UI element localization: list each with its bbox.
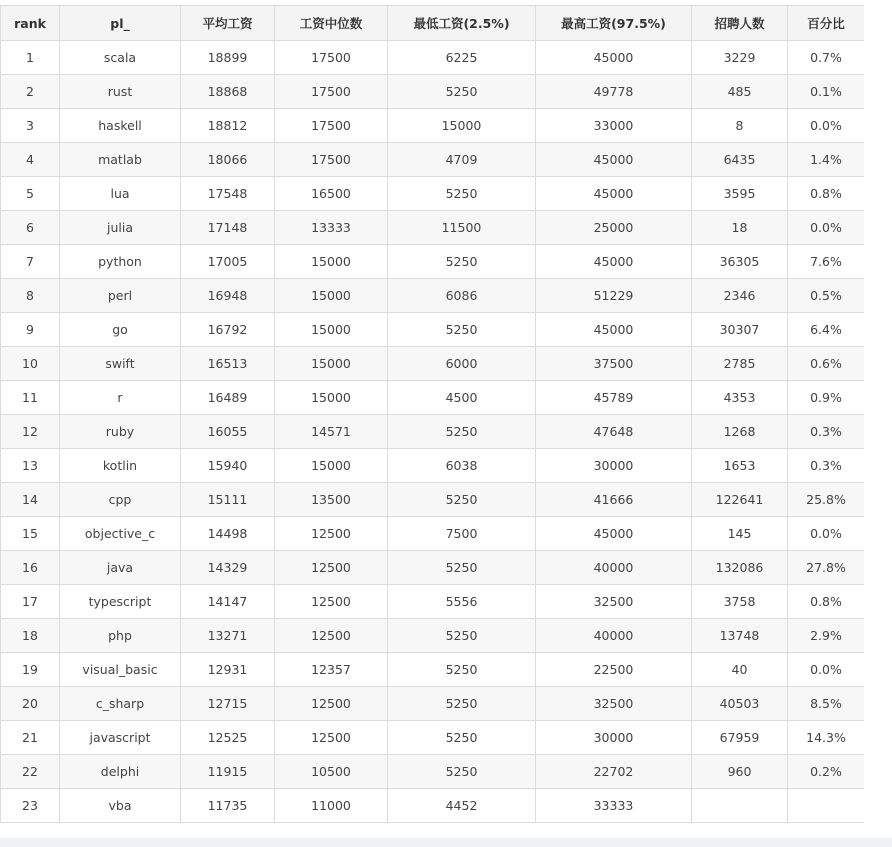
- cell-job-count: 40: [692, 653, 788, 687]
- cell-percentage: 14.3%: [788, 721, 865, 755]
- table-row: [1, 755, 865, 789]
- cell-percentage: 0.0%: [788, 211, 865, 245]
- cell-median-salary: 13500: [275, 483, 388, 517]
- cell-language: swift: [60, 347, 181, 381]
- cell-average-salary: 14498: [181, 517, 275, 551]
- cell-percentage: 7.6%: [788, 245, 865, 279]
- cell-average-salary: 16489: [181, 381, 275, 415]
- cell-average-salary: 18899: [181, 41, 275, 75]
- cell-max-salary: 32500: [536, 585, 692, 619]
- cell-min-salary: 5556: [388, 585, 536, 619]
- cell-min-salary: 5250: [388, 721, 536, 755]
- cell-median-salary: 15000: [275, 449, 388, 483]
- cell-percentage: 8.5%: [788, 687, 865, 721]
- cell-min-salary: 6225: [388, 41, 536, 75]
- cell-job-count: 485: [692, 75, 788, 109]
- cell-min-salary: 5250: [388, 653, 536, 687]
- cell-min-salary: 15000: [388, 109, 536, 143]
- cell-language: c_sharp: [60, 687, 181, 721]
- cell-average-salary: 11915: [181, 755, 275, 789]
- cell-rank: 23: [1, 789, 60, 823]
- table-row: [1, 75, 865, 109]
- cell-rank: 3: [1, 109, 60, 143]
- cell-language: perl: [60, 279, 181, 313]
- cell-average-salary: 12931: [181, 653, 275, 687]
- cell-language: matlab: [60, 143, 181, 177]
- cell-rank: 1: [1, 41, 60, 75]
- cell-median-salary: 15000: [275, 245, 388, 279]
- cell-max-salary: 45000: [536, 313, 692, 347]
- cell-min-salary: 4709: [388, 143, 536, 177]
- cell-language: rust: [60, 75, 181, 109]
- cell-rank: 7: [1, 245, 60, 279]
- cell-percentage: 0.1%: [788, 75, 865, 109]
- cell-average-salary: 17548: [181, 177, 275, 211]
- cell-percentage: 0.9%: [788, 381, 865, 415]
- cell-median-salary: 15000: [275, 381, 388, 415]
- cell-average-salary: 17005: [181, 245, 275, 279]
- cell-job-count: 30307: [692, 313, 788, 347]
- cell-rank: 11: [1, 381, 60, 415]
- cell-rank: 6: [1, 211, 60, 245]
- cell-max-salary: 45000: [536, 143, 692, 177]
- table-row: [1, 517, 865, 551]
- cell-min-salary: 5250: [388, 755, 536, 789]
- cell-job-count: 1268: [692, 415, 788, 449]
- cell-min-salary: 6086: [388, 279, 536, 313]
- cell-min-salary: 5250: [388, 551, 536, 585]
- cell-percentage: 0.7%: [788, 41, 865, 75]
- cell-average-salary: 14147: [181, 585, 275, 619]
- cell-min-salary: 5250: [388, 245, 536, 279]
- cell-median-salary: 15000: [275, 313, 388, 347]
- cell-median-salary: 15000: [275, 347, 388, 381]
- cell-job-count: 2346: [692, 279, 788, 313]
- cell-average-salary: 16513: [181, 347, 275, 381]
- cell-rank: 20: [1, 687, 60, 721]
- cell-rank: 14: [1, 483, 60, 517]
- cell-language: kotlin: [60, 449, 181, 483]
- cell-language: vba: [60, 789, 181, 823]
- cell-language: visual_basic: [60, 653, 181, 687]
- cell-percentage: 0.0%: [788, 109, 865, 143]
- cell-job-count: 3229: [692, 41, 788, 75]
- cell-max-salary: 22702: [536, 755, 692, 789]
- table-body: [1, 41, 865, 823]
- cell-max-salary: 30000: [536, 449, 692, 483]
- cell-language: scala: [60, 41, 181, 75]
- cell-percentage: 0.3%: [788, 415, 865, 449]
- cell-job-count: 67959: [692, 721, 788, 755]
- table-row: [1, 789, 865, 823]
- cell-rank: 2: [1, 75, 60, 109]
- table-row: [1, 245, 865, 279]
- cell-language: go: [60, 313, 181, 347]
- cell-language: php: [60, 619, 181, 653]
- cell-average-salary: 16792: [181, 313, 275, 347]
- cell-job-count: 6435: [692, 143, 788, 177]
- cell-language: typescript: [60, 585, 181, 619]
- cell-rank: 21: [1, 721, 60, 755]
- cell-language: julia: [60, 211, 181, 245]
- cell-max-salary: 47648: [536, 415, 692, 449]
- cell-job-count: 3758: [692, 585, 788, 619]
- cell-rank: 19: [1, 653, 60, 687]
- cell-min-salary: 5250: [388, 415, 536, 449]
- cell-job-count: 18: [692, 211, 788, 245]
- cell-percentage: 0.8%: [788, 585, 865, 619]
- header-median-salary: 工资中位数: [275, 6, 388, 41]
- cell-percentage: 0.6%: [788, 347, 865, 381]
- cell-job-count: 132086: [692, 551, 788, 585]
- cell-average-salary: 11735: [181, 789, 275, 823]
- table-row: [1, 211, 865, 245]
- header-max-salary: 最高工资(97.5%): [536, 6, 692, 41]
- cell-percentage: [788, 789, 865, 823]
- table-row: [1, 143, 865, 177]
- cell-median-salary: 17500: [275, 75, 388, 109]
- cell-median-salary: 16500: [275, 177, 388, 211]
- cell-max-salary: 45000: [536, 177, 692, 211]
- header-rank: rank: [1, 6, 60, 41]
- cell-rank: 5: [1, 177, 60, 211]
- cell-max-salary: 40000: [536, 551, 692, 585]
- cell-language: delphi: [60, 755, 181, 789]
- cell-median-salary: 14571: [275, 415, 388, 449]
- table-row: [1, 177, 865, 211]
- cell-job-count: 145: [692, 517, 788, 551]
- cell-max-salary: 51229: [536, 279, 692, 313]
- cell-job-count: 36305: [692, 245, 788, 279]
- cell-job-count: 40503: [692, 687, 788, 721]
- table-row: [1, 551, 865, 585]
- cell-max-salary: 45000: [536, 517, 692, 551]
- cell-language: lua: [60, 177, 181, 211]
- cell-median-salary: 12500: [275, 687, 388, 721]
- cell-language: cpp: [60, 483, 181, 517]
- table-row: [1, 585, 865, 619]
- table-header: [1, 6, 865, 41]
- cell-percentage: 0.5%: [788, 279, 865, 313]
- cell-max-salary: 45000: [536, 245, 692, 279]
- cell-median-salary: 12500: [275, 721, 388, 755]
- cell-median-salary: 12500: [275, 585, 388, 619]
- cell-job-count: 8: [692, 109, 788, 143]
- page-margin: [864, 0, 892, 838]
- cell-rank: 10: [1, 347, 60, 381]
- table-row: [1, 721, 865, 755]
- table-row: [1, 449, 865, 483]
- cell-average-salary: 16055: [181, 415, 275, 449]
- cell-percentage: 0.8%: [788, 177, 865, 211]
- cell-median-salary: 17500: [275, 143, 388, 177]
- cell-min-salary: 5250: [388, 483, 536, 517]
- cell-rank: 13: [1, 449, 60, 483]
- cell-average-salary: 18066: [181, 143, 275, 177]
- cell-min-salary: 5250: [388, 177, 536, 211]
- cell-min-salary: 7500: [388, 517, 536, 551]
- cell-average-salary: 18868: [181, 75, 275, 109]
- table-row: [1, 41, 865, 75]
- cell-max-salary: 33000: [536, 109, 692, 143]
- cell-average-salary: 16948: [181, 279, 275, 313]
- cell-language: haskell: [60, 109, 181, 143]
- cell-max-salary: 30000: [536, 721, 692, 755]
- table-row: [1, 415, 865, 449]
- cell-median-salary: 17500: [275, 109, 388, 143]
- cell-language: r: [60, 381, 181, 415]
- cell-min-salary: 5250: [388, 313, 536, 347]
- table-row: [1, 687, 865, 721]
- cell-rank: 12: [1, 415, 60, 449]
- cell-average-salary: 15940: [181, 449, 275, 483]
- cell-rank: 9: [1, 313, 60, 347]
- cell-language: objective_c: [60, 517, 181, 551]
- cell-percentage: 0.3%: [788, 449, 865, 483]
- cell-max-salary: 37500: [536, 347, 692, 381]
- table-row: [1, 381, 865, 415]
- header-average-salary: 平均工资: [181, 6, 275, 41]
- cell-rank: 22: [1, 755, 60, 789]
- cell-min-salary: 5250: [388, 619, 536, 653]
- salary-table: [0, 5, 865, 823]
- cell-min-salary: 4500: [388, 381, 536, 415]
- cell-max-salary: 40000: [536, 619, 692, 653]
- cell-min-salary: 11500: [388, 211, 536, 245]
- cell-job-count: 122641: [692, 483, 788, 517]
- cell-rank: 18: [1, 619, 60, 653]
- cell-percentage: 2.9%: [788, 619, 865, 653]
- cell-min-salary: 4452: [388, 789, 536, 823]
- cell-median-salary: 12500: [275, 619, 388, 653]
- cell-median-salary: 13333: [275, 211, 388, 245]
- cell-rank: 8: [1, 279, 60, 313]
- table-row: [1, 109, 865, 143]
- cell-max-salary: 41666: [536, 483, 692, 517]
- table-row: [1, 653, 865, 687]
- header-row: [1, 6, 865, 41]
- cell-rank: 15: [1, 517, 60, 551]
- table-row: [1, 619, 865, 653]
- header-min-salary: 最低工资(2.5%): [388, 6, 536, 41]
- cell-rank: 17: [1, 585, 60, 619]
- cell-median-salary: 10500: [275, 755, 388, 789]
- cell-min-salary: 5250: [388, 687, 536, 721]
- cell-language: javascript: [60, 721, 181, 755]
- cell-percentage: 6.4%: [788, 313, 865, 347]
- table-row: [1, 279, 865, 313]
- cell-max-salary: 25000: [536, 211, 692, 245]
- cell-median-salary: 11000: [275, 789, 388, 823]
- cell-average-salary: 14329: [181, 551, 275, 585]
- cell-average-salary: 15111: [181, 483, 275, 517]
- cell-median-salary: 17500: [275, 41, 388, 75]
- cell-median-salary: 12357: [275, 653, 388, 687]
- header-job-count: 招聘人数: [692, 6, 788, 41]
- cell-average-salary: 17148: [181, 211, 275, 245]
- cell-average-salary: 13271: [181, 619, 275, 653]
- cell-percentage: 0.0%: [788, 517, 865, 551]
- cell-job-count: 960: [692, 755, 788, 789]
- cell-max-salary: 45000: [536, 41, 692, 75]
- cell-average-salary: 12715: [181, 687, 275, 721]
- cell-language: java: [60, 551, 181, 585]
- cell-max-salary: 33333: [536, 789, 692, 823]
- cell-language: ruby: [60, 415, 181, 449]
- cell-max-salary: 32500: [536, 687, 692, 721]
- cell-average-salary: 12525: [181, 721, 275, 755]
- table-row: [1, 483, 865, 517]
- table-row: [1, 313, 865, 347]
- cell-median-salary: 12500: [275, 551, 388, 585]
- cell-percentage: 0.0%: [788, 653, 865, 687]
- cell-max-salary: 49778: [536, 75, 692, 109]
- cell-job-count: 13748: [692, 619, 788, 653]
- cell-rank: 16: [1, 551, 60, 585]
- header-percentage: 百分比: [788, 6, 865, 41]
- cell-average-salary: 18812: [181, 109, 275, 143]
- cell-job-count: 1653: [692, 449, 788, 483]
- cell-job-count: [692, 789, 788, 823]
- cell-median-salary: 15000: [275, 279, 388, 313]
- cell-percentage: 25.8%: [788, 483, 865, 517]
- cell-min-salary: 5250: [388, 75, 536, 109]
- cell-percentage: 27.8%: [788, 551, 865, 585]
- cell-job-count: 3595: [692, 177, 788, 211]
- cell-max-salary: 22500: [536, 653, 692, 687]
- table-row: [1, 347, 865, 381]
- cell-min-salary: 6038: [388, 449, 536, 483]
- cell-max-salary: 45789: [536, 381, 692, 415]
- cell-median-salary: 12500: [275, 517, 388, 551]
- cell-percentage: 1.4%: [788, 143, 865, 177]
- bottom-strip: [0, 838, 892, 847]
- cell-percentage: 0.2%: [788, 755, 865, 789]
- cell-job-count: 4353: [692, 381, 788, 415]
- cell-min-salary: 6000: [388, 347, 536, 381]
- cell-rank: 4: [1, 143, 60, 177]
- cell-job-count: 2785: [692, 347, 788, 381]
- cell-language: python: [60, 245, 181, 279]
- header-language: pl_: [60, 6, 181, 41]
